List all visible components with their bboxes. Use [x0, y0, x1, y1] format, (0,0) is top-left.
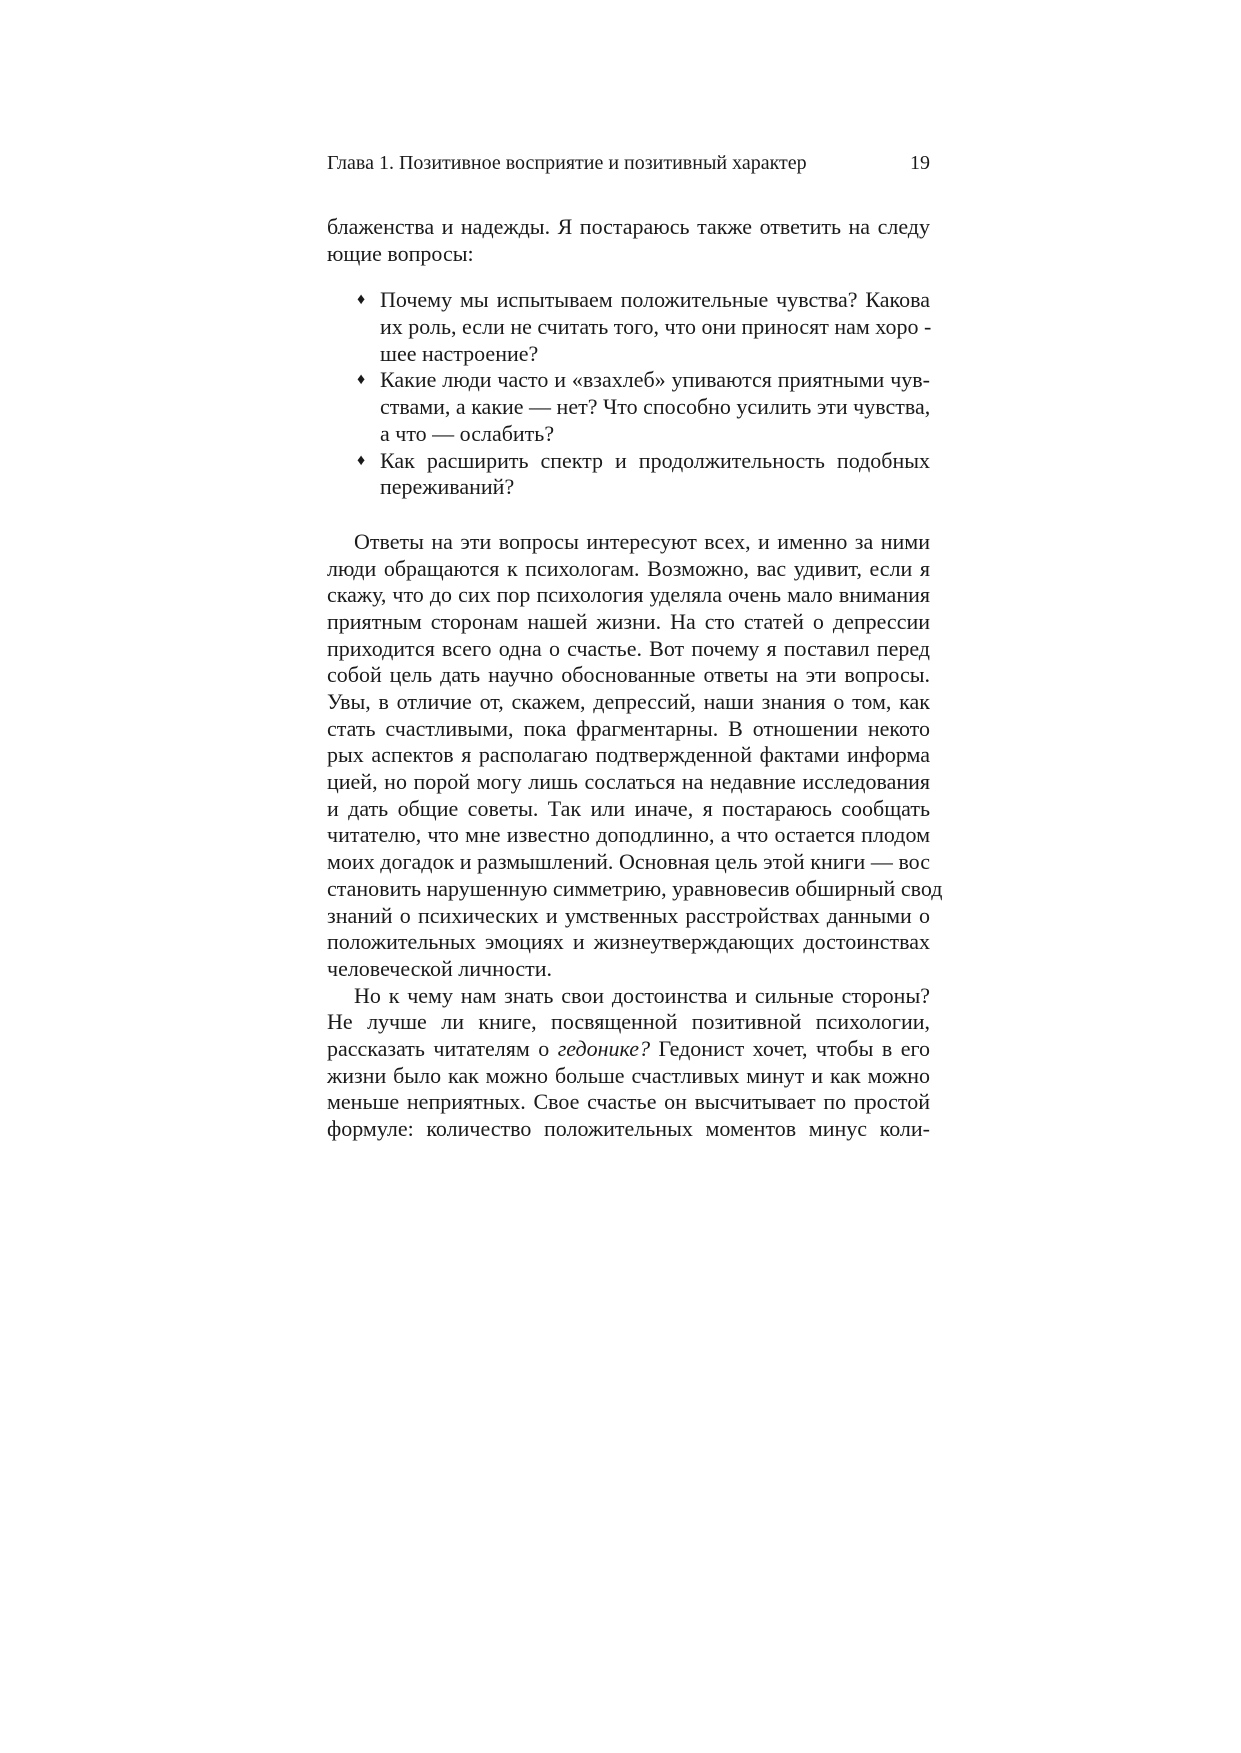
text-line: Но к чему нам знать свои достоинства и сильные стороны?: [354, 982, 930, 1008]
text-line: приходится всего одна о счастье. Вот почему я поставил перед: [327, 635, 930, 661]
text-line: жизни было как можно больше счастливых минут и как можно: [327, 1062, 930, 1088]
text-line: рых аспектов я располагаю подтвержденной фактами информа: [327, 742, 930, 768]
paragraph: [327, 528, 943, 983]
text-line: Почему мы испытываем положительные чувства? Какова: [380, 287, 930, 313]
diamond-bullet-icon: ♦: [357, 451, 366, 469]
text-line: стать счастливыми, пока фрагментарны. В отношении некото: [327, 715, 930, 741]
text-line: человеческой личности.: [327, 955, 553, 981]
text-line: ющие вопросы:: [327, 240, 474, 266]
text-line: люди обращаются к психологам. Возможно, вас удивит, если я: [327, 555, 930, 581]
text-line: их роль, если не считать того, что они приносят нам хоро -: [380, 314, 932, 340]
body-text: [327, 214, 943, 1143]
diamond-bullet-icon: ♦: [357, 371, 366, 389]
text-fragment: рассказать читателям о: [327, 1035, 558, 1061]
text-line-mixed: [327, 1036, 930, 1063]
text-line: Какие люди часто и «взахлеб» упиваются приятными чув-: [380, 367, 930, 393]
text-line: скажу, что до сих пор психология уделяла очень мало внимания: [327, 582, 930, 608]
running-header: [327, 149, 930, 177]
text-line: становить нарушенную симметрию, уравновесив обширный свод: [327, 875, 943, 901]
page-number: 19: [910, 152, 930, 174]
italic-term: гедонике?: [557, 1035, 651, 1061]
text-line: приятным сторонам нашей жизни. На сто статей о депрессии: [327, 608, 930, 634]
diamond-bullet-icon: ♦: [357, 291, 366, 309]
bullet-item: [327, 448, 930, 501]
text-line: формуле: количество положительных моментов минус коли-: [327, 1116, 930, 1141]
intro-paragraph: [327, 214, 930, 267]
bullet-list: [327, 287, 930, 501]
bullet-item: [327, 287, 930, 367]
text-line: знаний о психических и умственных расстройствах данными о: [327, 902, 930, 928]
text-line: Ответы на эти вопросы интересуют всех, и именно за ними: [354, 528, 930, 554]
text-line: собой цель дать научно обоснованные ответы на эти вопросы.: [327, 662, 930, 688]
text-line: переживаний?: [380, 474, 515, 500]
text-line: читателю, что мне известно доподлинно, а что остается плодом: [327, 822, 930, 848]
text-line: моих догадок и размышлений. Основная цель этой книги — вос: [327, 849, 930, 875]
paragraph: [327, 983, 930, 1143]
bullet-item: [327, 367, 930, 447]
text-line: ствами, а какие — нет? Что способно усилить эти чувства,: [380, 394, 931, 420]
text-line: положительных эмоциях и жизнеутверждающих достоинствах: [327, 929, 930, 955]
text-line: шее настроение?: [380, 340, 539, 366]
text-line: блаженства и надежды. Я постараюсь также ответить на следу: [327, 214, 930, 239]
text-line: цией, но порой могу лишь сослаться на недавние исследования: [327, 769, 930, 795]
text-line: Увы, в отличие от, скажем, депрессий, наши знания о том, как: [327, 689, 930, 714]
text-fragment: Гедонист хочет, чтобы в его: [650, 1035, 930, 1061]
running-title: Глава 1. Позитивное восприятие и позитивный характер: [327, 152, 807, 174]
text-line: а что — ослабить?: [380, 420, 555, 446]
text-line: Не лучше ли книге, посвященной позитивной психологии,: [327, 1009, 930, 1035]
paragraph-spacer: [327, 501, 930, 529]
text-line: меньше неприятных. Свое счастье он высчитывает по простой: [327, 1089, 930, 1115]
text-line: Как расширить спектр и продолжительность подобных: [380, 447, 930, 473]
text-line: и дать общие советы. Так или иначе, я постараюсь сообщать: [327, 795, 930, 821]
